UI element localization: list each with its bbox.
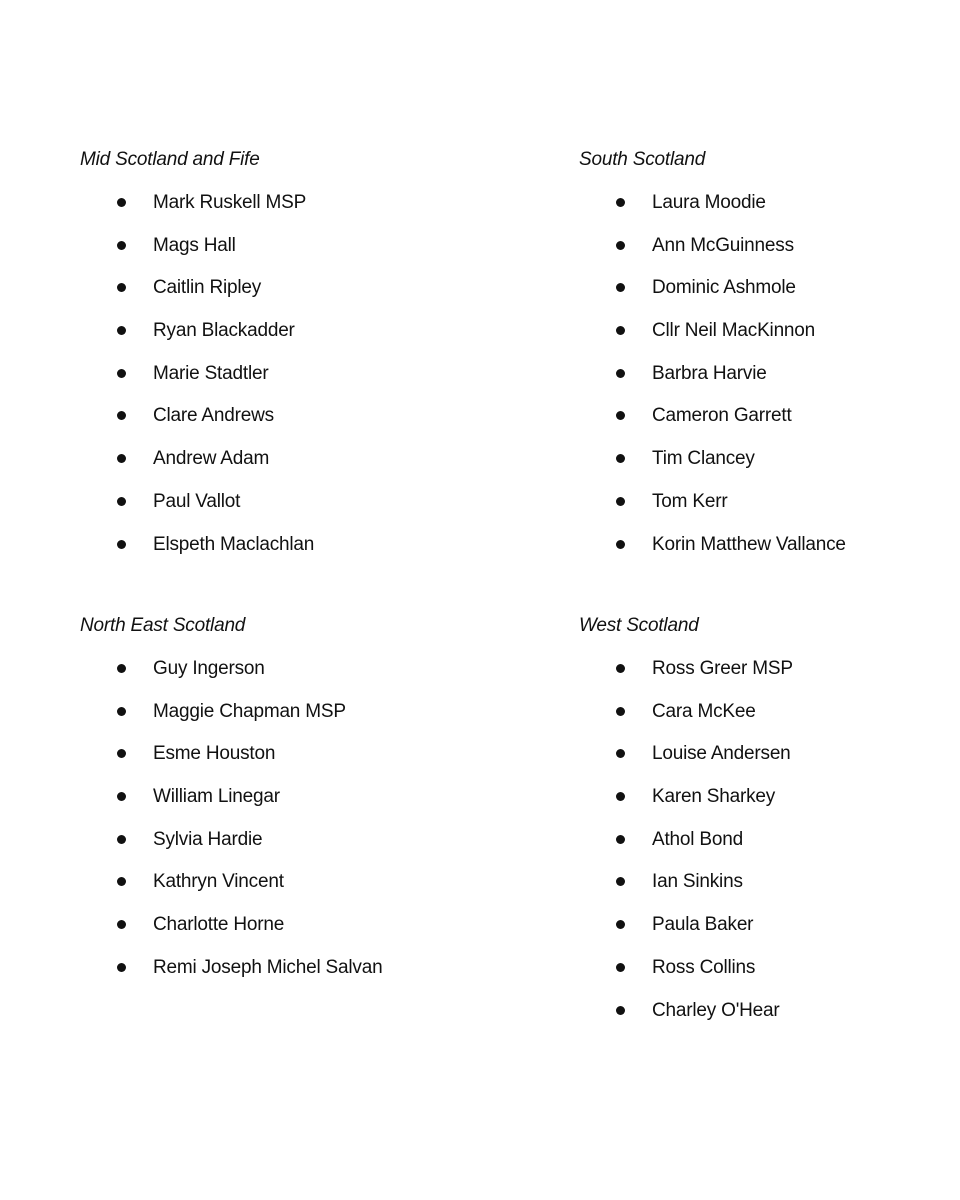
member-name: Cara McKee bbox=[652, 700, 756, 722]
member-name: Cllr Neil MacKinnon bbox=[652, 320, 816, 342]
list-item bbox=[80, 870, 284, 913]
member-name: Paul Vallot bbox=[153, 490, 241, 512]
region-south-scotland bbox=[579, 148, 846, 575]
list-item bbox=[579, 657, 793, 700]
bullet-icon bbox=[616, 198, 625, 207]
bullet-icon bbox=[117, 877, 126, 886]
member-name: Andrew Adam bbox=[153, 448, 270, 470]
list-item bbox=[579, 828, 743, 871]
bullet-icon bbox=[117, 963, 126, 972]
member-name: Louise Andersen bbox=[652, 743, 791, 765]
bullet-icon bbox=[616, 369, 625, 378]
member-name: Athol Bond bbox=[652, 828, 743, 850]
bullet-icon bbox=[117, 283, 126, 292]
list-item bbox=[579, 447, 755, 490]
list-item bbox=[80, 785, 280, 828]
bullet-icon bbox=[117, 411, 126, 420]
member-name: Caitlin Ripley bbox=[153, 277, 262, 299]
list-item bbox=[80, 447, 270, 490]
list-item bbox=[80, 490, 260, 533]
region-west-scotland bbox=[579, 614, 793, 1041]
list-item bbox=[579, 533, 846, 576]
bullet-icon bbox=[616, 454, 625, 463]
list-item bbox=[80, 276, 260, 319]
bullet-icon bbox=[117, 920, 126, 929]
list-item bbox=[80, 234, 260, 277]
bullet-icon bbox=[616, 283, 625, 292]
member-name: Charlotte Horne bbox=[153, 914, 285, 936]
list-item bbox=[579, 999, 780, 1042]
member-name: Elspeth Maclachlan bbox=[153, 533, 315, 555]
bullet-icon bbox=[117, 241, 126, 250]
bullet-icon bbox=[616, 877, 625, 886]
list-item bbox=[80, 533, 315, 576]
list-item bbox=[579, 276, 796, 319]
region-north-east-scotland bbox=[80, 614, 383, 999]
member-name: Barbra Harvie bbox=[652, 362, 767, 384]
list-item bbox=[579, 742, 791, 785]
bullet-icon bbox=[616, 540, 625, 549]
list-item bbox=[579, 319, 816, 362]
member-name: Ryan Blackadder bbox=[153, 320, 295, 342]
member-name: Laura Moodie bbox=[652, 192, 766, 213]
member-name: Korin Matthew Vallance bbox=[652, 533, 846, 555]
list-item bbox=[579, 870, 743, 913]
bullet-icon bbox=[616, 749, 625, 758]
member-name: Dominic Ashmole bbox=[652, 277, 796, 299]
bullet-icon bbox=[117, 540, 126, 549]
list-item bbox=[80, 404, 274, 447]
member-name: Clare Andrews bbox=[153, 405, 274, 427]
member-list bbox=[80, 191, 315, 575]
member-name: Paula Baker bbox=[652, 914, 754, 936]
member-name: Ian Sinkins bbox=[652, 871, 743, 893]
list-item bbox=[80, 742, 276, 785]
list-item bbox=[80, 956, 383, 999]
bullet-icon bbox=[117, 749, 126, 758]
bullet-icon bbox=[117, 326, 126, 335]
member-name: Mark Ruskell MSP bbox=[153, 192, 307, 213]
member-list bbox=[579, 191, 846, 575]
region-mid-scotland-and-fife bbox=[80, 148, 315, 575]
member-name: Ross Greer MSP bbox=[652, 658, 793, 679]
list-item bbox=[80, 362, 269, 405]
member-name: Ann McGuinness bbox=[652, 234, 794, 256]
list-item bbox=[80, 191, 307, 234]
bullet-icon bbox=[616, 497, 625, 506]
member-name: Ross Collins bbox=[652, 956, 756, 978]
bullet-icon bbox=[616, 707, 625, 716]
list-item bbox=[579, 191, 766, 234]
member-name: Kathryn Vincent bbox=[153, 871, 284, 893]
list-item bbox=[80, 700, 346, 743]
bullet-icon bbox=[117, 369, 126, 378]
member-name: Karen Sharkey bbox=[652, 786, 776, 808]
region-heading: West Scotland bbox=[579, 615, 699, 636]
bullet-icon bbox=[616, 963, 625, 972]
member-name: Charley O'Hear bbox=[652, 999, 780, 1021]
member-name: William Linegar bbox=[153, 786, 280, 808]
member-name: Maggie Chapman MSP bbox=[153, 700, 346, 722]
member-name: Tim Clancey bbox=[652, 448, 755, 470]
bullet-icon bbox=[117, 707, 126, 716]
list-item bbox=[579, 785, 776, 828]
bullet-icon bbox=[616, 792, 625, 801]
bullet-icon bbox=[616, 1006, 625, 1015]
list-item bbox=[579, 956, 756, 999]
member-list bbox=[80, 657, 383, 999]
region-heading: South Scotland bbox=[579, 149, 706, 170]
bullet-icon bbox=[117, 454, 126, 463]
member-name: Sylvia Hardie bbox=[153, 828, 263, 850]
bullet-icon bbox=[117, 664, 126, 673]
bullet-icon bbox=[616, 920, 625, 929]
member-list bbox=[579, 657, 793, 1041]
member-name: Esme Houston bbox=[153, 743, 276, 765]
member-name: Marie Stadtler bbox=[153, 362, 269, 384]
member-name: Remi Joseph Michel Salvan bbox=[153, 956, 383, 978]
region-heading: Mid Scotland and Fife bbox=[80, 149, 260, 170]
list-item bbox=[579, 362, 767, 405]
list-item bbox=[579, 234, 794, 277]
member-name: Tom Kerr bbox=[652, 490, 728, 512]
list-item bbox=[80, 913, 285, 956]
bullet-icon bbox=[616, 411, 625, 420]
list-item bbox=[80, 657, 265, 700]
member-name: Mags Hall bbox=[153, 234, 236, 256]
member-name: Guy Ingerson bbox=[153, 658, 265, 679]
region-heading: North East Scotland bbox=[80, 615, 246, 636]
bullet-icon bbox=[117, 835, 126, 844]
bullet-icon bbox=[117, 792, 126, 801]
bullet-icon bbox=[117, 198, 126, 207]
bullet-icon bbox=[616, 664, 625, 673]
list-item bbox=[579, 490, 728, 533]
list-item bbox=[579, 700, 756, 743]
list-item bbox=[80, 828, 263, 871]
list-item bbox=[80, 319, 295, 362]
list-item bbox=[579, 913, 754, 956]
bullet-icon bbox=[616, 835, 625, 844]
bullet-icon bbox=[117, 497, 126, 506]
list-item bbox=[579, 404, 792, 447]
member-name: Cameron Garrett bbox=[652, 405, 792, 427]
bullet-icon bbox=[616, 326, 625, 335]
bullet-icon bbox=[616, 241, 625, 250]
